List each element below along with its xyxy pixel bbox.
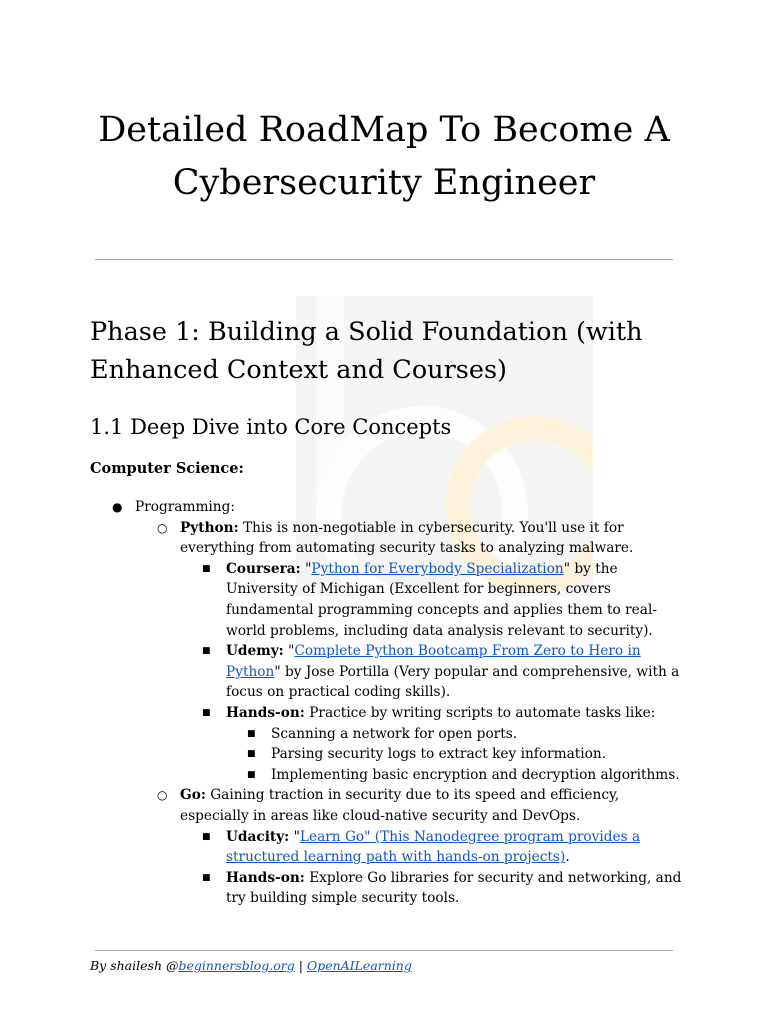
section-label: Computer Science: [90,460,244,477]
footer-site-link[interactable]: beginnersblog.org [178,958,295,973]
coursera-quote-open: " [300,560,312,577]
list-item-python [90,518,690,559]
list-item-python-handson [90,703,690,724]
language-list-go [90,785,690,826]
python-text: This is non-negotiable in cybersecurity. You'll use it for everything from automating security tasks to analyzing malware. [180,519,634,557]
footer-openailearning-link[interactable]: OpenAILearning [306,958,412,973]
list-item-go-handson [90,868,690,909]
go-handson-label: Hands-on: [226,869,305,886]
outline-list [90,497,690,518]
coursera-description: " by the University of Michigan (Excellent for beginners, covers fundamental programming concepts and applies them to real-world problems, including data analysis relevant to security). [226,560,657,639]
list-item-udemy [90,641,690,703]
phase-heading: Phase 1: Building a Solid Foundation (with Enhanced Context and Courses) [90,317,643,385]
bullet-square-icon [202,559,211,580]
list-item-task [90,744,690,765]
outline-content [90,497,690,909]
go-handson-text: Explore Go libraries for security and networking, and try building simple security tools. [226,869,682,907]
task-text: Parsing security logs to extract key information. [271,746,607,763]
coursera-label: Coursera: [226,560,301,577]
page-footer [90,957,412,975]
document-title: Detailed RoadMap To Become A Cybersecurity Engineer [98,110,670,203]
title-divider [95,259,673,260]
bullet-square-icon [247,744,256,765]
bullet-square-icon [202,868,211,889]
udacity-course-link[interactable]: Learn Go" (This Nanodegree program provides a structured learning path with hands-on projects) [226,828,641,866]
python-handson-label: Hands-on: [226,704,305,721]
go-text: Gaining traction in security due to its speed and efficiency, especially in areas like cloud-native security and DevOps. [180,787,620,824]
bullet-square-icon [247,765,256,786]
python-resources-list [90,559,690,724]
coursera-course-link[interactable]: Python for Everybody Specialization [311,560,564,577]
udemy-course-link[interactable]: Complete Python Bootcamp From Zero to Hero in Python [226,643,641,680]
programming-label: Programming: [135,499,235,515]
list-item-coursera [90,559,690,641]
bullet-square-icon [247,724,256,745]
udacity-period: . [565,849,570,866]
python-handson-tasks [90,724,690,786]
udacity-label: Udacity: [226,828,290,845]
bullet-square-icon [202,827,211,848]
footer-separator: | [294,958,307,973]
footer-author: By shailesh @ [90,958,179,973]
list-item-go [90,785,690,826]
udemy-description: " by Jose Portilla (Very popular and comprehensive, with a focus on practical coding skills). [226,663,680,701]
python-handson-text: Practice by writing scripts to automate tasks like: [304,704,656,721]
udemy-label: Udemy: [226,643,284,660]
bullet-square-icon [202,641,211,662]
go-label: Go: [180,787,206,804]
list-item-task [90,724,690,745]
udacity-quote-open: " [289,828,300,845]
udemy-quote-open: " [283,643,295,660]
task-text: Scanning a network for open ports. [271,725,518,742]
bullet-square-icon [202,703,211,724]
footer-divider [95,950,673,951]
bullet-circle-icon [157,518,167,539]
task-text: Implementing basic encryption and decryption algorithms. [271,766,680,783]
bullet-disc-icon [112,497,122,518]
list-item-task [90,765,690,786]
go-resources-list [90,827,690,909]
list-item-programming [90,497,690,518]
language-list [90,518,690,559]
list-item-udacity [90,827,690,868]
section-heading: 1.1 Deep Dive into Core Concepts [90,415,452,439]
bullet-circle-icon [157,785,167,806]
python-label: Python: [180,519,239,536]
